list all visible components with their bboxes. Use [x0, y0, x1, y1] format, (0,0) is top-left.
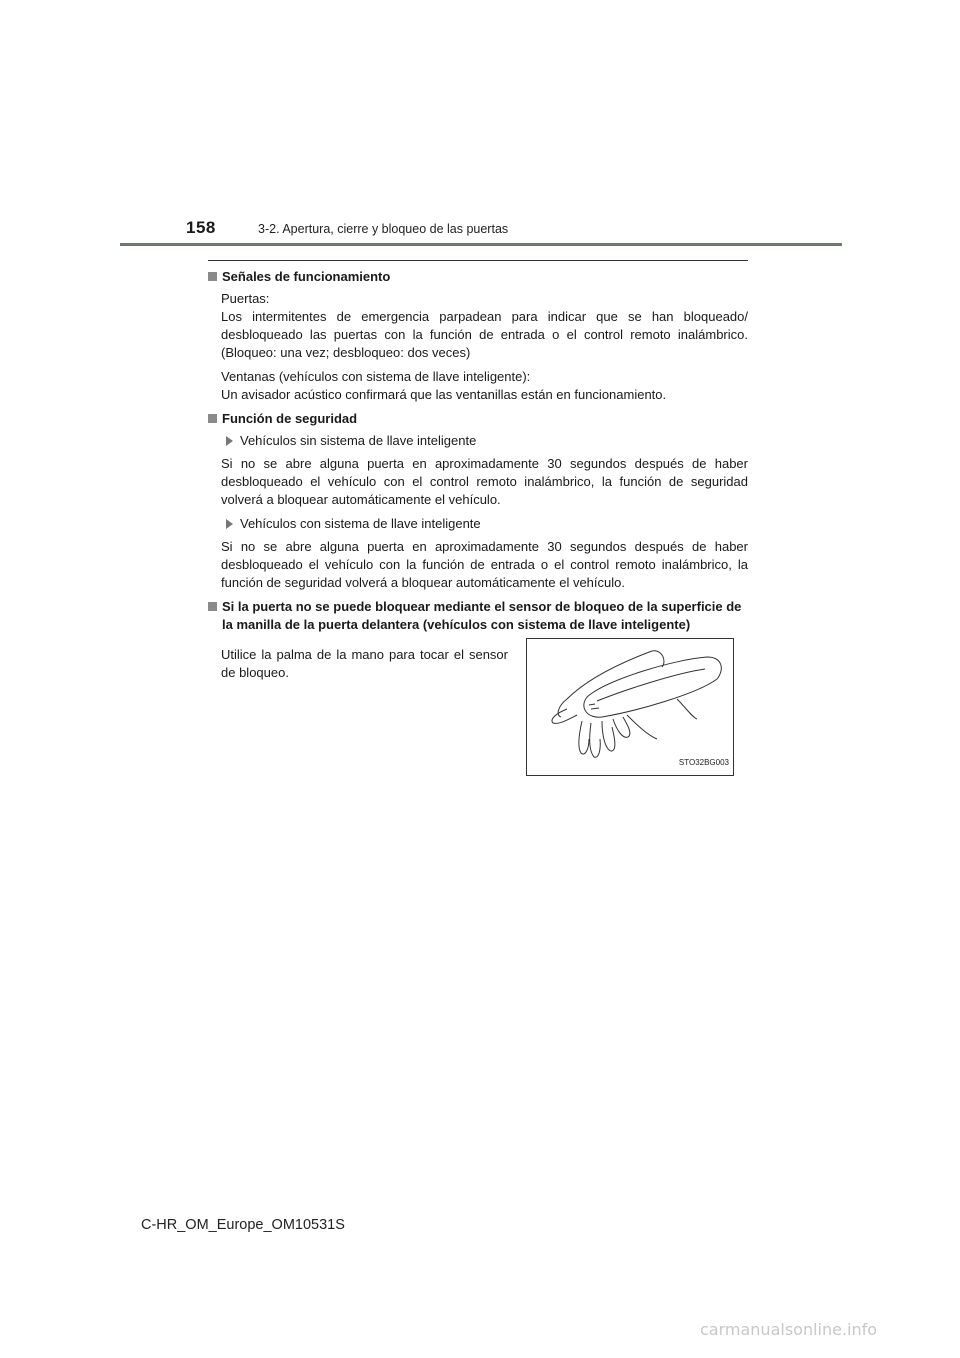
figure-description: Utilice la palma de la mano para tocar el sensor de bloqueo.	[221, 647, 508, 680]
paragraph-with-smart-key: Si no se abre alguna puerta en aproximadamente 30 segundos después de haber desbloqueado el vehículo con la función de entrada o el control remoto inalámbrico, la función de seguridad volverá a bloquear automáticamente el vehículo.	[221, 539, 748, 590]
figure-row	[221, 638, 748, 778]
heading-lock-sensor: Si la puerta no se puede bloquear mediante el sensor de bloqueo de la superficie de la manilla de la puerta delantera (vehículos con sistema de llave inteligente)	[208, 598, 748, 634]
paragraph-without-smart-key: Si no se abre alguna puerta en aproximadamente 30 segundos después de haber desbloqueado el vehículo con el control remoto inalámbrico, la función de seguridad volverá a bloquear automáticamente el vehículo.	[221, 456, 748, 507]
heading-security-function: Función de seguridad	[208, 410, 748, 428]
subheading-with-smart-key: Vehículos con sistema de llave inteligente	[226, 515, 748, 533]
square-bullet-icon	[208, 272, 217, 281]
square-bullet-icon	[208, 602, 217, 611]
square-bullet-icon	[208, 414, 217, 423]
content	[208, 268, 748, 778]
hand-on-door-handle-illustration	[526, 638, 734, 776]
paragraph-windows: Ventanas (vehículos con sistema de llave inteligente): Un avisador acústico confirmará que las ventanillas están en funcionamiento.	[221, 369, 667, 402]
section-title: 3-2. Apertura, cierre y bloqueo de las puertas	[258, 222, 509, 236]
triangle-bullet-icon	[226, 436, 233, 446]
figure-code: STO32BG003	[678, 758, 729, 767]
watermark: carmanualsonline.info	[700, 1320, 878, 1339]
paragraph-doors: Puertas: Los intermitentes de emergencia parpadean para indicar que se han bloqueado/ desbloqueado las puertas con la función de entrada o el control remoto inalámbrico. (Bloqueo: una vez; desbloqueo: dos veces)	[221, 291, 748, 360]
content-rule	[208, 260, 748, 261]
heading-operation-signals: Señales de funcionamiento	[208, 268, 748, 286]
triangle-bullet-icon	[226, 519, 233, 529]
page-number: 158	[186, 218, 216, 237]
header-rule	[120, 243, 842, 246]
subheading-without-smart-key: Vehículos sin sistema de llave inteligente	[226, 432, 748, 450]
footer-document-code: C-HR_OM_Europe_OM10531S	[141, 1217, 345, 1233]
